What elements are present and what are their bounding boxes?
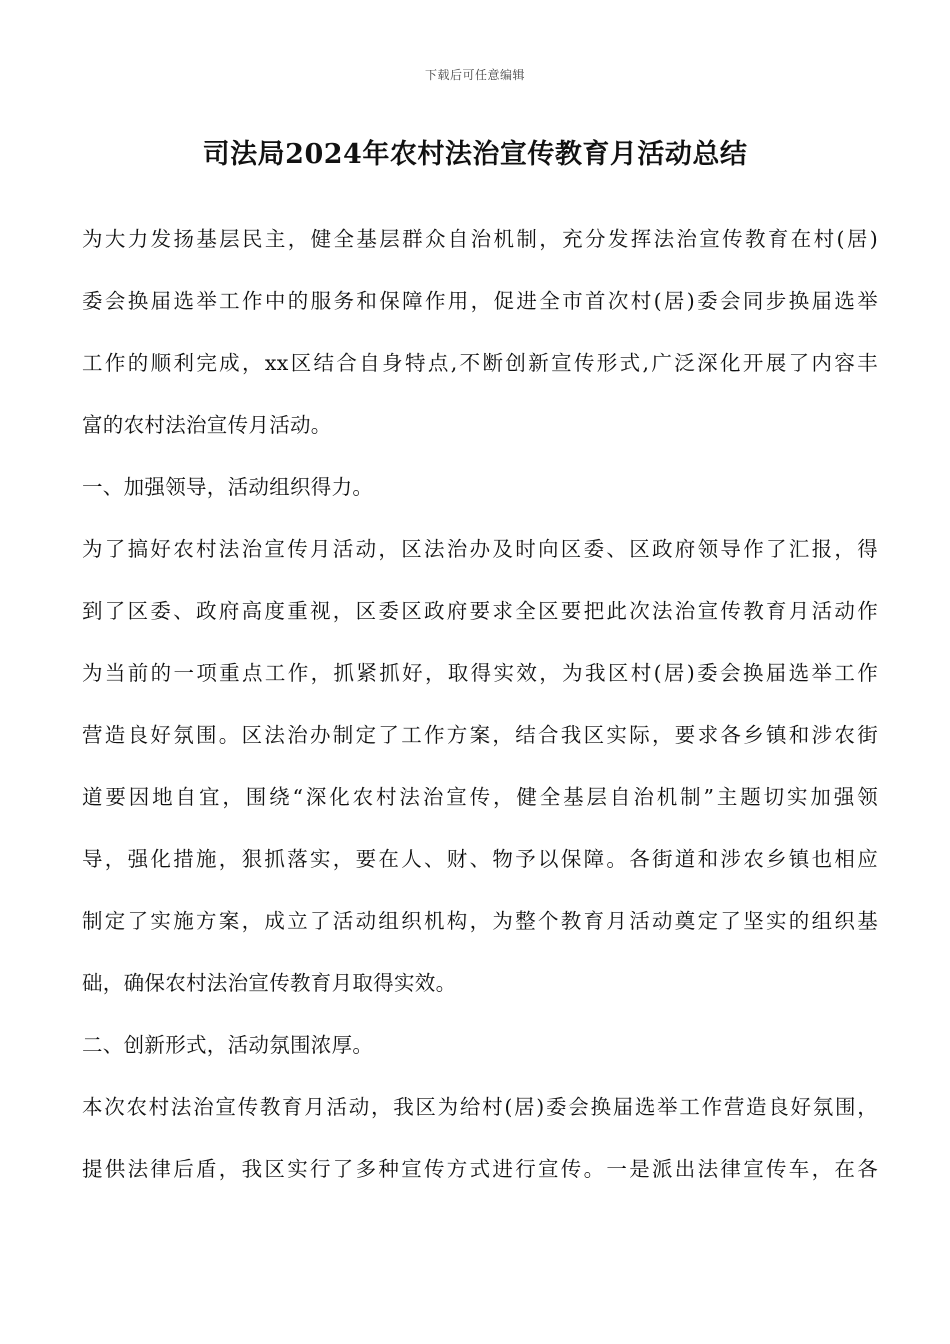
- paragraph-line: 为大力发扬基层民主，健全基层群众自治机制，充分发挥法治宣传教育在村(居): [82, 227, 878, 251]
- paragraph-line: 营造良好氛围。区法治办制定了工作方案，结合我区实际，要求各乡镇和涉农街: [82, 723, 878, 747]
- section-heading: 一、加强领导，活动组织得力。: [82, 475, 374, 499]
- section-heading: 二、创新形式，活动氛围浓厚。: [82, 1033, 374, 1057]
- document-body: [82, 216, 878, 1208]
- paragraph-line: 为当前的一项重点工作，抓紧抓好，取得实效，为我区村(居)委会换届选举工作: [82, 661, 878, 685]
- paragraph-line: 到了区委、政府高度重视，区委区政府要求全区要把此次法治宣传教育月活动作: [82, 599, 878, 623]
- paragraph-line: 制定了实施方案，成立了活动组织机构，为整个教育月活动奠定了坚实的组织基: [82, 909, 878, 933]
- paragraph-line: 道要因地自宜，围绕“深化农村法治宣传，健全基层自治机制”主题切实加强领: [82, 785, 878, 809]
- paragraph-line: 富的农村法治宣传月活动。: [82, 413, 332, 437]
- header-note: 下载后可任意编辑: [424, 68, 525, 82]
- paragraph-line: 本次农村法治宣传教育月活动，我区为给村(居)委会换届选举工作营造良好氛围，: [82, 1095, 878, 1119]
- document-title: 司法局2024年农村法治宣传教育月活动总结: [202, 139, 748, 170]
- paragraph-line: 础，确保农村法治宣传教育月取得实效。: [82, 971, 457, 995]
- paragraph-line: 为了搞好农村法治宣传月活动，区法治办及时向区委、区政府领导作了汇报，得: [82, 537, 878, 561]
- paragraph-line: 提供法律后盾，我区实行了多种宣传方式进行宣传。一是派出法律宣传车，在各: [82, 1157, 878, 1181]
- paragraph-line: 工作的顺利完成，xx区结合自身特点,不断创新宣传形式,广泛深化开展了内容丰: [82, 351, 878, 375]
- paragraph-line: 委会换届选举工作中的服务和保障作用，促进全市首次村(居)委会同步换届选举: [82, 289, 878, 313]
- paragraph-line: 导，强化措施，狠抓落实，要在人、财、物予以保障。各街道和涉农乡镇也相应: [82, 847, 878, 871]
